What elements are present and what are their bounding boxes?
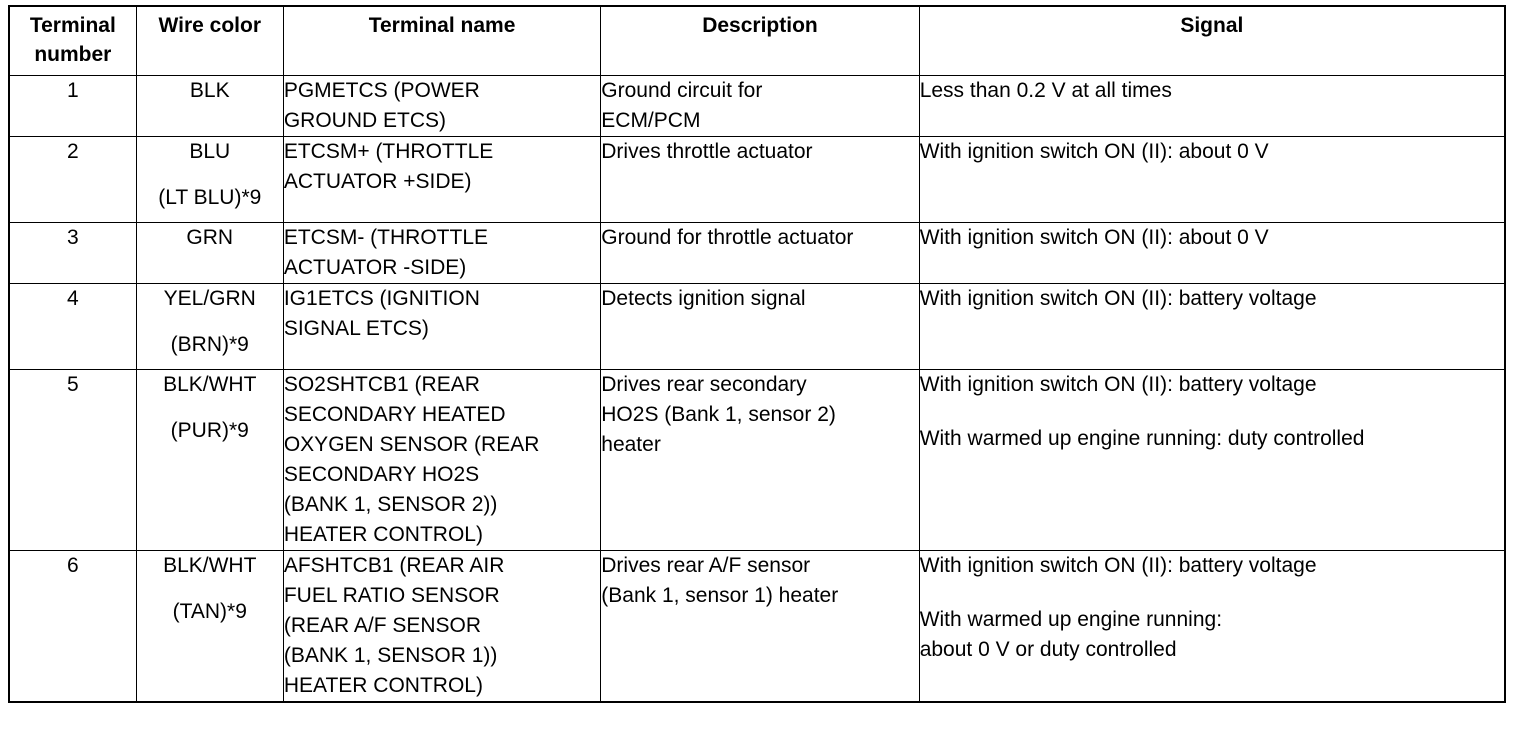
wire-color: GRN (186, 226, 234, 249)
terminal-name-line: ETCSM- (THROTTLE (283, 226, 488, 249)
wire-color-alternate: (TAN)*9 (172, 600, 247, 623)
terminal-name-line: SIGNAL ETCS) (283, 317, 429, 340)
description-line: HO2S (Bank 1, sensor 2) (601, 403, 836, 426)
header-description: Description (601, 6, 919, 76)
terminal-name-cell (283, 370, 600, 551)
description-line: ECM/PCM (601, 109, 701, 132)
terminal-name-cell (283, 76, 600, 137)
wire-color-cell (136, 223, 283, 284)
wire-color-cell (136, 370, 283, 551)
terminal-name-line: (BANK 1, SENSOR 1)) (283, 644, 498, 667)
terminal-number-cell: 6 (9, 551, 136, 703)
wire-color-cell (136, 284, 283, 370)
wire-color-cell (136, 551, 283, 703)
signal-paragraph (920, 137, 1504, 167)
signal-cell (919, 137, 1505, 223)
description-line: Ground for throttle actuator (601, 226, 854, 249)
description-line: Drives throttle actuator (601, 140, 813, 163)
header-signal: Signal (919, 6, 1505, 76)
terminal-name-cell (283, 137, 600, 223)
wire-color: BLK/WHT (163, 554, 257, 577)
terminal-name-line: (REAR A/F SENSOR (283, 614, 482, 637)
signal-line: With ignition switch ON (II): battery voltage (919, 373, 1317, 396)
signal-line: With ignition switch ON (II): about 0 V (919, 140, 1269, 163)
description-line: Drives rear A/F sensor (601, 554, 811, 577)
wire-color-alternate: (PUR)*9 (170, 419, 249, 442)
signal-paragraph (920, 284, 1504, 314)
signal-paragraph (920, 551, 1504, 581)
description-line: Ground circuit for (601, 79, 763, 102)
header-wire-color: Wire color (136, 6, 283, 76)
terminal-name-line: ETCSM+ (THROTTLE (283, 140, 494, 163)
signal-line: With ignition switch ON (II): battery voltage (919, 554, 1317, 577)
terminal-name-line: ACTUATOR -SIDE) (283, 256, 467, 279)
wire-color: YEL/GRN (163, 287, 256, 310)
terminal-number-cell: 4 (9, 284, 136, 370)
signal-cell (919, 284, 1505, 370)
header-row (9, 6, 1505, 76)
signal-line: Less than 0.2 V at all times (919, 79, 1172, 102)
description-cell (601, 370, 919, 551)
wire-color-alternate: (LT BLU)*9 (158, 186, 262, 209)
terminal-name-line: HEATER CONTROL) (283, 674, 483, 697)
signal-paragraph (920, 76, 1504, 106)
signal-line: With ignition switch ON (II): battery voltage (919, 287, 1317, 310)
table-row (9, 223, 1505, 284)
terminal-name-line: HEATER CONTROL) (283, 523, 483, 546)
wire-color: BLK/WHT (163, 373, 257, 396)
table-body (9, 76, 1505, 703)
signal-paragraph (920, 370, 1504, 400)
terminal-number-cell: 3 (9, 223, 136, 284)
terminal-name-line: IG1ETCS (IGNITION (283, 287, 480, 310)
signal-line: With warmed up engine running: duty controlled (919, 427, 1365, 450)
signal-line: With warmed up engine running: (919, 608, 1223, 631)
terminal-name-cell (283, 551, 600, 703)
signal-cell (919, 551, 1505, 703)
terminal-name-line: ACTUATOR +SIDE) (283, 170, 472, 193)
header-terminal-number (9, 6, 136, 76)
description-cell (601, 223, 919, 284)
signal-paragraph (920, 424, 1504, 454)
table-row (9, 76, 1505, 137)
description-cell (601, 284, 919, 370)
table-row (9, 284, 1505, 370)
description-line: Detects ignition signal (601, 287, 806, 310)
signal-cell (919, 76, 1505, 137)
terminal-table (8, 5, 1506, 703)
header-terminal-number-line: number (34, 43, 112, 66)
table-row (9, 137, 1505, 223)
signal-paragraph (920, 605, 1504, 665)
table-row (9, 551, 1505, 703)
description-line: heater (601, 433, 661, 456)
terminal-name-line: OXYGEN SENSOR (REAR (283, 433, 540, 456)
terminal-name-line: AFSHTCB1 (REAR AIR (283, 554, 505, 577)
terminal-name-line: (BANK 1, SENSOR 2)) (283, 493, 498, 516)
terminal-name-line: PGMETCS (POWER (283, 79, 480, 102)
header-terminal-name: Terminal name (283, 6, 600, 76)
terminal-number-cell: 1 (9, 76, 136, 137)
table-header (9, 6, 1505, 76)
description-line: Drives rear secondary (601, 373, 807, 396)
terminal-name-cell (283, 223, 600, 284)
signal-line: With ignition switch ON (II): about 0 V (919, 226, 1269, 249)
terminal-name-line: SECONDARY HO2S (283, 463, 480, 486)
description-cell (601, 76, 919, 137)
terminal-name-line: SO2SHTCB1 (REAR (283, 373, 480, 396)
description-line: (Bank 1, sensor 1) heater (601, 584, 839, 607)
table-row (9, 370, 1505, 551)
wire-color: BLU (189, 140, 231, 163)
terminal-name-line: FUEL RATIO SENSOR (283, 584, 500, 607)
terminal-number-cell: 5 (9, 370, 136, 551)
wire-color-cell (136, 76, 283, 137)
wire-color: BLK (189, 79, 230, 102)
signal-cell (919, 370, 1505, 551)
wire-color-cell (136, 137, 283, 223)
wire-color-alternate: (BRN)*9 (170, 333, 249, 356)
header-terminal-number-line: Terminal (29, 14, 116, 37)
terminal-name-line: SECONDARY HEATED (283, 403, 506, 426)
signal-line: about 0 V or duty controlled (919, 638, 1177, 661)
terminal-name-cell (283, 284, 600, 370)
signal-cell (919, 223, 1505, 284)
description-cell (601, 551, 919, 703)
signal-paragraph (920, 223, 1504, 253)
terminal-number-cell: 2 (9, 137, 136, 223)
terminal-name-line: GROUND ETCS) (283, 109, 447, 132)
description-cell (601, 137, 919, 223)
